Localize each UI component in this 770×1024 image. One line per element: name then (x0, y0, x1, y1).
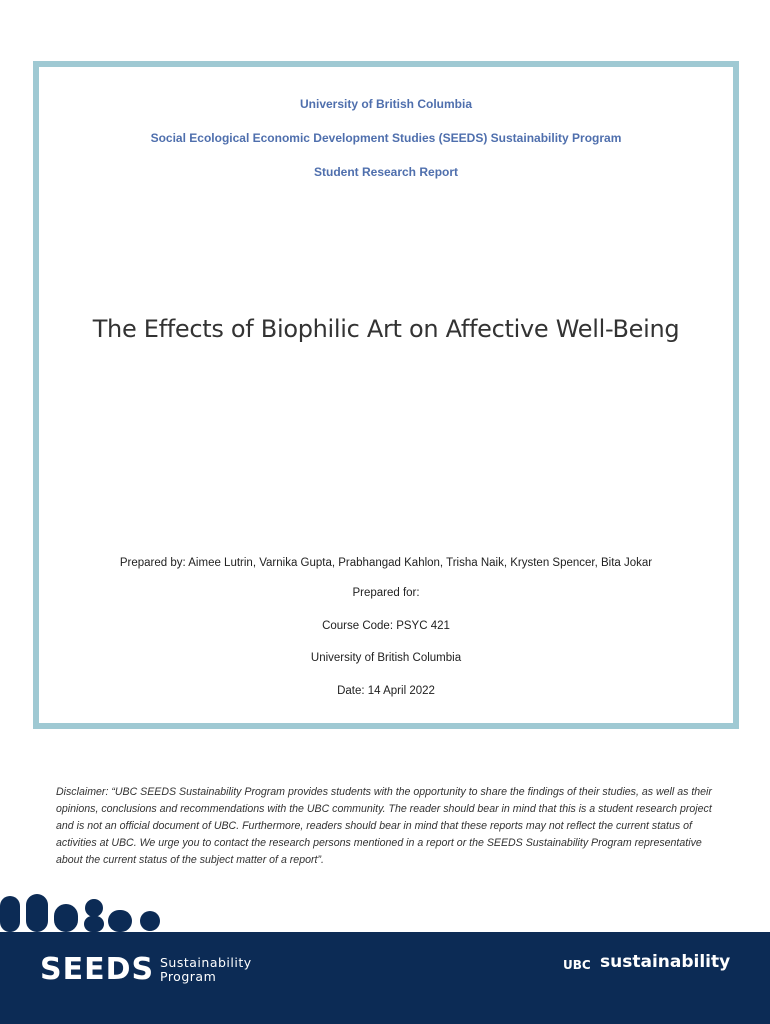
report-title: The Effects of Biophilic Art on Affective Well-Being (92, 315, 680, 343)
seeds-logo-subtitle (160, 956, 252, 984)
header-report-type: Student Research Report (313, 165, 459, 179)
disclaimer: Disclaimer: “UBC SEEDS Sustainability Program provides students with the opportunity to share the findings of their studies, as well as their opinions, conclusions and recommendations with the UBC community. The reader should bear in mind that this is a student research project and is not an official document of UBC. Furthermore, readers should bear in mind that these reports may not reflect the current status of activities at UBC. We urge you to contact the research persons mentioned in a report or the SEEDS Sustainability Program representative about the current status of the subject matter of a report”. (56, 786, 712, 866)
cover-frame (33, 61, 739, 729)
report-date: Date: 14 April 2022 (337, 685, 435, 697)
prepared-by: Prepared by: Aimee Lutrin, Varnika Gupta, Prabhangad Kahlon, Trisha Naik, Krysten Spencer, Bita Jokar (119, 557, 653, 569)
seeds-logo-text: SEEDS (40, 952, 155, 987)
header-university: University of British Columbia (299, 97, 473, 111)
meta-university: University of British Columbia (310, 652, 462, 664)
ubc-sustainability-logo: sustainability (600, 952, 731, 972)
header-program: Social Ecological Economic Development Studies (SEEDS) Sustainability Program (150, 131, 622, 145)
ubc-logo-small: UBC (563, 958, 591, 972)
course-code: Course Code: PSYC 421 (322, 620, 450, 632)
seeds-sub-line-1: Sustainability (160, 955, 252, 970)
seeds-sub-line-2: Program (160, 969, 217, 984)
prepared-for: Prepared for: (352, 587, 420, 599)
seeds-dots-logo (0, 888, 170, 938)
